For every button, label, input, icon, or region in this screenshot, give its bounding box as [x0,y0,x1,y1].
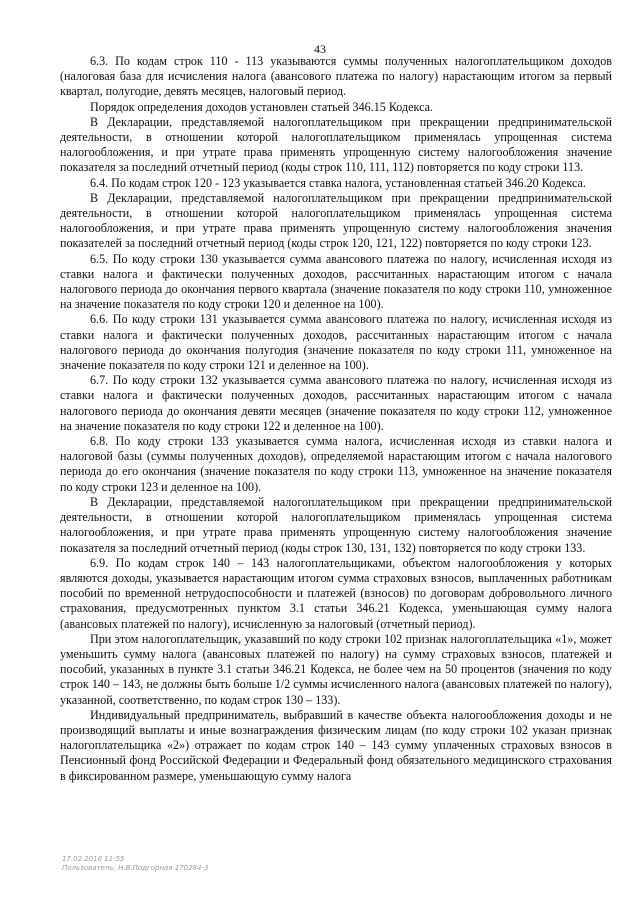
paragraph-6-4: 6.4. По кодам строк 120 - 123 указывается ставка налога, установленная статьей 346.20 Кодекса. [90,175,586,190]
paragraph-6-5: 6.5. По коду строки 130 указывается сумма авансового платежа по налогу, исчисленная исходя из ставки налога и фактически полученных доходов, рассчитанных нарастающим итогом с начала налогового периода до окончания первого квартала (значение показателя по коду строки 110, умноженное на значение показателя по коду строки 120 и деленное на 100). [60,251,612,312]
paragraph-declaration-123: В Декларации, представляемой налогоплательщиком при прекращении предпринимательской деятельности, в отношении которой налогоплательщиком применялась упрощенная система налогообложения, и при утрате права применять упрощенную систему налогообложения значения показателей за последний отчетный период (коды строк 120, 121, 122) повторяется по коду строки 123. [60,190,612,251]
page-number: 43 [314,42,326,56]
paragraph-income-order: Порядок определения доходов установлен статьей 346.15 Кодекса. [90,99,433,114]
footer-stamp-date: 17.02.2016 11:55 [62,855,125,863]
paragraph-6-9: 6.9. По кодам строк 140 – 143 налогоплательщиками, объектом налогообложения у которых являются доходы, указывается нарастающим итогом сумма страховых взносов, выплаченных работникам пособий по временной нетрудоспособности и платежей (взносов) по договорам добровольного личного страхования, предусмотренных пунктом 3.1 статьи 346.21 Кодекса, уменьшающая сумму налога (авансовых платежей по налогу), исчисленную за налоговый (отчетный период). [60,555,612,631]
footer-stamp [62,855,208,873]
paragraph-taxpayer-1: При этом налогоплательщик, указавший по коду строки 102 признак налогоплательщика «1», может уменьшить сумму налога (авансовых платежей по налогу) на сумму страховых взносов, платежей и пособий, указанных в пункте 3.1 статьи 346.21 Кодекса, не более чем на 50 процентов (значения по коду строк 140 – 143, не должны быть больше 1/2 суммы исчисленного налога (авансовых платежей по налогу), указанной, соответственно, по кодам строк 130 – 133). [60,631,612,707]
paragraph-6-3: 6.3. По кодам строк 110 - 113 указываются суммы полученных налогоплательщиком доходов (налоговая база для исчисления налога (авансового платежа по налогу) нарастающим итогом за первый квартал, полугодие, девять месяцев, налоговый период. [60,54,612,99]
paragraph-declaration-113: В Декларации, представляемой налогоплательщиком при прекращении предпринимательской деятельности, в отношении которой налогоплательщиком применялась упрощенная система налогообложения, и при утрате права применять упрощенную систему налогообложения значение показателя за последний отчетный период (коды строк 110, 111, 112) повторяется по коду строки 113. [60,114,612,175]
paragraph-6-7: 6.7. По коду строки 132 указывается сумма авансового платежа по налогу, исчисленная исходя из ставки налога и фактически полученных доходов, рассчитанных нарастающим итогом с начала налогового периода до окончания девяти месяцев (значение показателя по коду строки 112, умноженное на значение показателя по коду строки 122 и деленное на 100). [60,373,612,433]
paragraph-6-6: 6.6. По коду строки 131 указывается сумма авансового платежа по налогу, исчисленная исходя из ставки налога и фактически полученных доходов, рассчитанных нарастающим итогом с начала налогового периода до окончания полугодия (значение показателя по коду строки 111, умноженное на значение показателя по коду строки 121 и деленное на 100). [60,312,612,373]
paragraph-6-8: 6.8. По коду строки 133 указывается сумма налога, исчисленная исходя из ставки налога и налоговой базы (суммы полученных доходов), определяемой нарастающим итогом с начала налогового периода до его окончания (значение показателя по коду строки 113, умноженное на значение показателя по коду строки 123 и деленное на 100). [60,434,612,494]
document-body [60,54,612,784]
paragraph-individual-entrepreneur: Индивидуальный предприниматель, выбравший в качестве объекта налогообложения доходы и не производящий выплаты и иные вознаграждения физическим лицам (по коду строки 102 указан признак налогоплательщика «2») отражает по кодам строк 140 – 143 сумму уплаченных страховых взносов в Пенсионный фонд Российской Федерации и Федеральный фонд обязательного медицинского страхования в фиксированном размере, уменьшающую сумму налога [60,707,612,783]
paragraph-declaration-133: В Декларации, представляемой налогоплательщиком при прекращении предпринимательской деятельности, в отношении которой налогоплательщиком применялась упрощенная система налогообложения, и при утрате права применять упрощенную систему налогообложения значение показателя за последний отчетный период (коды строк 130, 131, 132) повторяется по коду строки 133. [60,494,612,555]
footer-stamp-user: Пользователь: Н.В.Подгорная 170284-3 [62,864,209,872]
